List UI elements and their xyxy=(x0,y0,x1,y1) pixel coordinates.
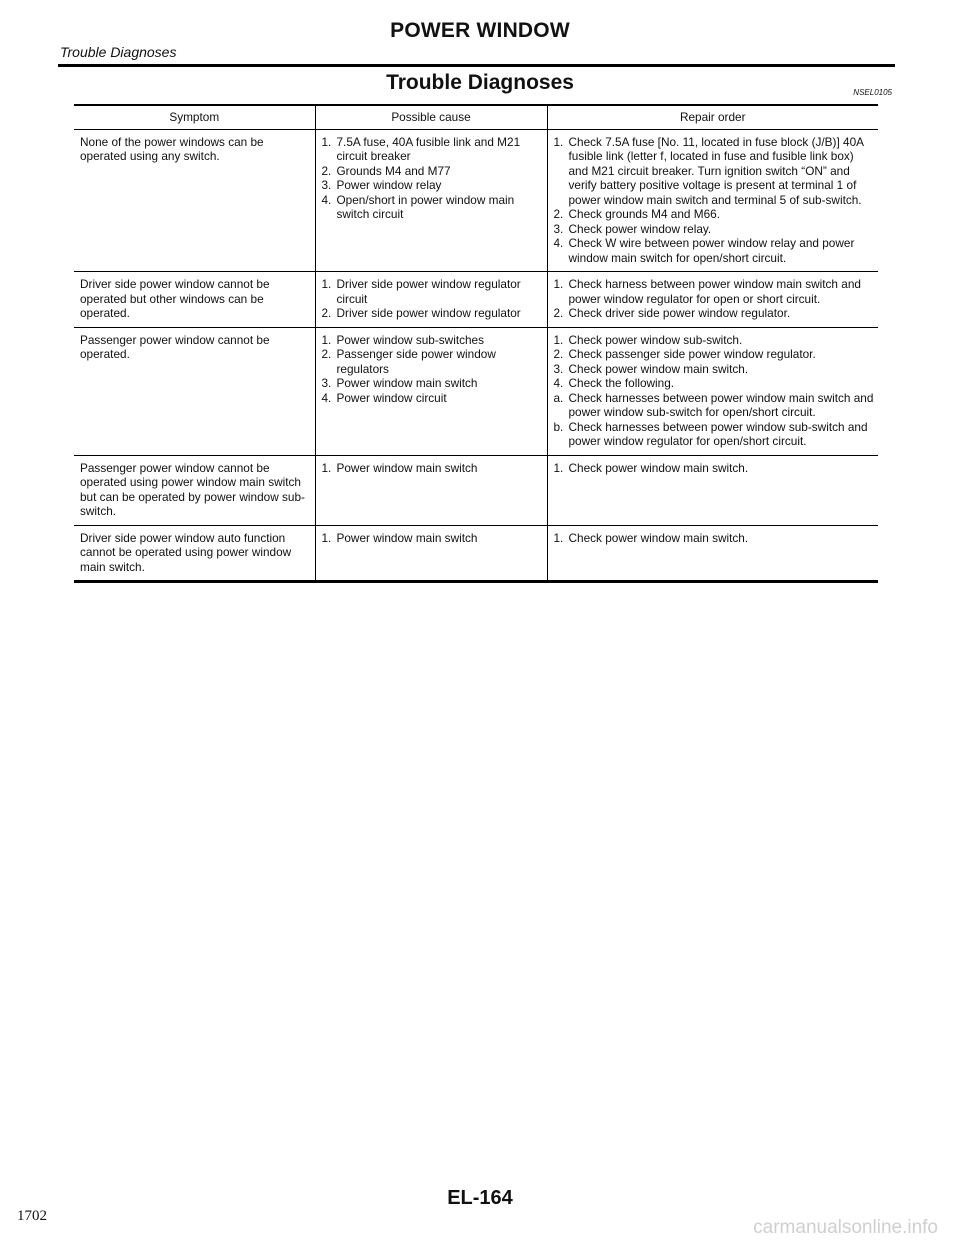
possible-cause-item xyxy=(322,178,543,193)
item-number: b. xyxy=(553,419,564,434)
symptom-cell: Driver side power window cannot be operated but other windows can be operated. xyxy=(74,272,315,328)
possible-cause-item xyxy=(322,391,543,406)
item-text: Power window main switch xyxy=(336,530,478,545)
page-title: POWER WINDOW xyxy=(390,19,570,42)
item-text: Power window relay xyxy=(336,178,442,192)
repair-order-cell xyxy=(547,129,878,272)
page-number: EL-164 xyxy=(447,1187,513,1209)
item-text: Check power window sub-switch. xyxy=(568,332,743,347)
item-number: 2. xyxy=(321,347,332,361)
possible-cause-item xyxy=(322,135,543,164)
symptom-cell: Passenger power window cannot be operated using power window main switch but can be operated by power window sub-switch. xyxy=(74,455,315,525)
possible-cause-item xyxy=(322,333,543,348)
possible-cause-item xyxy=(322,461,543,476)
repair-order-item xyxy=(554,207,875,222)
item-number: 4. xyxy=(321,192,332,207)
reference-code: NSEL0105 xyxy=(853,88,892,97)
table-row xyxy=(74,525,878,582)
repair-order-list xyxy=(554,135,875,266)
table-row xyxy=(74,272,878,328)
item-number: 2. xyxy=(553,207,564,221)
item-text: Check power window relay. xyxy=(568,221,712,236)
table-row xyxy=(74,129,878,272)
possible-cause-cell xyxy=(315,455,547,525)
table-row xyxy=(74,327,878,455)
header-rule xyxy=(58,64,895,67)
table-body xyxy=(74,129,878,582)
item-number: 3. xyxy=(553,361,564,376)
table-header-row xyxy=(74,105,878,129)
item-number: 1. xyxy=(321,530,332,545)
item-number: 1. xyxy=(321,332,332,347)
item-number: 2. xyxy=(553,306,564,320)
item-text: Check harness between power window main switch and power window regulator for open or short circuit. xyxy=(568,277,861,306)
item-number: 2. xyxy=(553,347,564,361)
repair-order-cell xyxy=(547,525,878,582)
print-page-number: 1702 xyxy=(17,1208,47,1224)
item-text: Power window main switch xyxy=(336,376,478,390)
item-number: 1. xyxy=(553,332,564,347)
column-header-symptom: Symptom xyxy=(74,105,315,129)
symptom-cell: None of the power windows can be operated using any switch. xyxy=(74,129,315,272)
column-header-possible-cause: Possible cause xyxy=(315,105,547,129)
possible-cause-item xyxy=(322,347,543,376)
table-row xyxy=(74,455,878,525)
item-number: 1. xyxy=(321,134,332,149)
section-title: Trouble Diagnoses xyxy=(386,71,574,94)
running-header: Trouble Diagnoses xyxy=(60,44,177,60)
item-text: Check harnesses between power window main switch and power window sub-switch for open/short circuit. xyxy=(568,390,874,419)
item-text: Check 7.5A fuse [No. 11, located in fuse block (J/B)] 40A fusible link (letter f, located in fuse and fusible link box) and M21 circuit breaker. Turn ignition switch “ON” and verify battery positive voltage is present at terminal 1 of power window main switch and terminal 5 of sub-switch. xyxy=(568,134,864,207)
item-text: Check W wire between power window relay and power window main switch for open/short circuit. xyxy=(568,236,855,265)
possible-cause-item xyxy=(322,193,543,222)
trouble-diagnoses-table-container xyxy=(74,104,878,583)
item-number: 3. xyxy=(553,221,564,236)
item-text: Check grounds M4 and M66. xyxy=(568,207,720,221)
item-number: 1. xyxy=(553,277,564,291)
repair-order-item xyxy=(554,222,875,237)
repair-order-cell xyxy=(547,455,878,525)
possible-cause-item xyxy=(322,306,543,321)
repair-order-list xyxy=(554,461,875,476)
repair-order-item xyxy=(554,362,875,377)
item-text: Driver side power window regulator circuit xyxy=(336,277,521,306)
item-text: 7.5A fuse, 40A fusible link and M21 circuit breaker xyxy=(336,134,521,163)
item-number: 3. xyxy=(321,376,332,390)
possible-cause-list xyxy=(322,461,543,476)
item-number: 1. xyxy=(321,277,332,291)
item-text: Grounds M4 and M77 xyxy=(336,163,451,178)
repair-order-item xyxy=(554,135,875,208)
item-text: Power window main switch xyxy=(336,460,478,475)
repair-order-item xyxy=(554,236,875,265)
item-number: 4. xyxy=(553,376,564,390)
item-text: Check driver side power window regulator. xyxy=(568,306,791,320)
item-number: 1. xyxy=(553,134,564,149)
item-number: 3. xyxy=(321,178,332,192)
item-number: 2. xyxy=(321,163,332,178)
repair-order-cell xyxy=(547,272,878,328)
possible-cause-cell xyxy=(315,129,547,272)
item-text: Check power window main switch. xyxy=(568,361,749,376)
watermark: carmanualsonline.info xyxy=(753,1217,938,1238)
possible-cause-cell xyxy=(315,525,547,582)
item-text: Power window sub-switches xyxy=(336,332,485,347)
item-text: Check passenger side power window regulator. xyxy=(568,347,816,361)
trouble-diagnoses-table xyxy=(74,104,878,583)
possible-cause-item xyxy=(322,164,543,179)
repair-order-list xyxy=(554,277,875,321)
possible-cause-cell xyxy=(315,327,547,455)
repair-order-item xyxy=(554,420,875,449)
possible-cause-item xyxy=(322,277,543,306)
item-text: Passenger side power window regulators xyxy=(336,347,496,376)
possible-cause-item xyxy=(322,376,543,391)
repair-order-item xyxy=(554,277,875,306)
symptom-cell: Driver side power window auto function cannot be operated using power window main switch. xyxy=(74,525,315,582)
possible-cause-list xyxy=(322,135,543,222)
repair-order-item xyxy=(554,306,875,321)
column-header-repair-order: Repair order xyxy=(547,105,878,129)
symptom-cell: Passenger power window cannot be operated. xyxy=(74,327,315,455)
item-number: 2. xyxy=(321,306,332,320)
possible-cause-cell xyxy=(315,272,547,328)
item-text: Power window circuit xyxy=(336,390,447,405)
repair-order-cell xyxy=(547,327,878,455)
item-text: Check the following. xyxy=(568,376,675,390)
item-text: Open/short in power window main switch circuit xyxy=(336,192,515,221)
possible-cause-list xyxy=(322,333,543,406)
repair-order-item xyxy=(554,376,875,391)
repair-order-list xyxy=(554,333,875,449)
repair-order-item xyxy=(554,391,875,420)
item-number: 4. xyxy=(321,390,332,405)
repair-order-item xyxy=(554,461,875,476)
item-text: Driver side power window regulator xyxy=(336,306,521,320)
repair-order-list xyxy=(554,531,875,546)
item-number: 1. xyxy=(553,460,564,475)
repair-order-item xyxy=(554,333,875,348)
item-text: Check power window main switch. xyxy=(568,460,749,475)
possible-cause-item xyxy=(322,531,543,546)
repair-order-item xyxy=(554,347,875,362)
item-text: Check power window main switch. xyxy=(568,530,749,545)
possible-cause-list xyxy=(322,277,543,321)
repair-order-item xyxy=(554,531,875,546)
item-number: a. xyxy=(553,390,564,405)
item-number: 1. xyxy=(321,460,332,475)
item-text: Check harnesses between power window sub-switch and power window regulator for open/short circuit. xyxy=(568,419,868,448)
item-number: 1. xyxy=(553,530,564,545)
item-number: 4. xyxy=(553,236,564,250)
possible-cause-list xyxy=(322,531,543,546)
